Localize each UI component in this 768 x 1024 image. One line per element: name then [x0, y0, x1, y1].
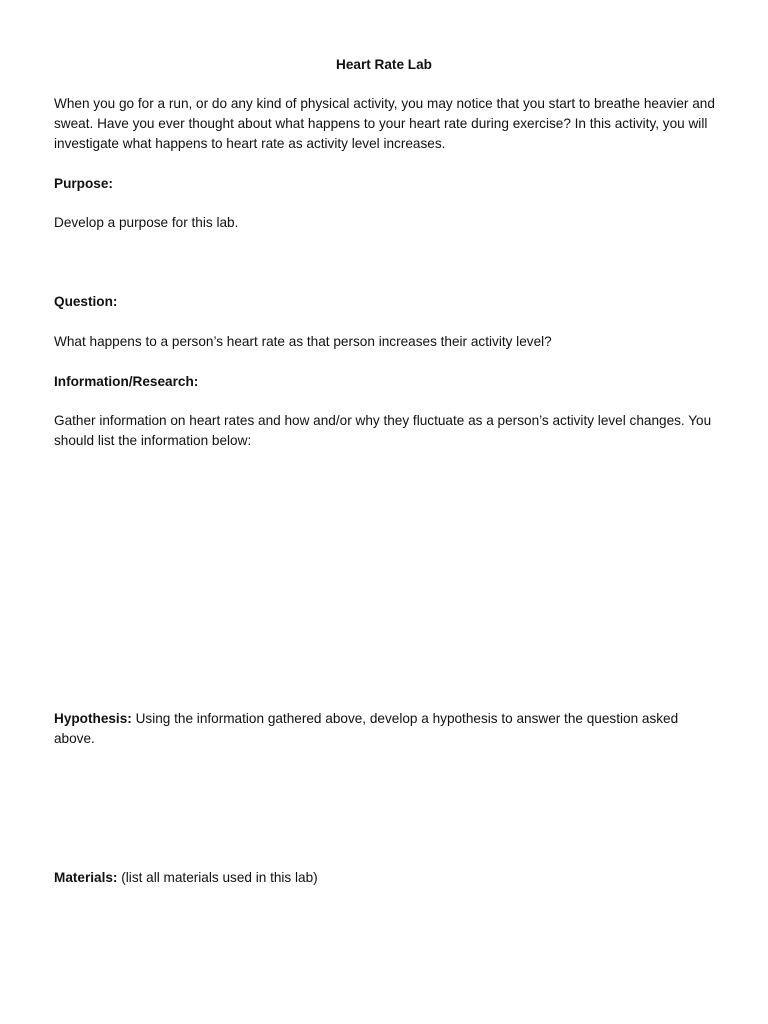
purpose-heading: Purpose: — [54, 176, 113, 191]
hypothesis-section — [54, 709, 722, 749]
hypothesis-text: Using the information gathered above, develop a hypothesis to answer the question asked above. — [54, 711, 679, 746]
information-heading: Information/Research: — [54, 374, 199, 389]
page-title: Heart Rate Lab — [336, 57, 432, 72]
hypothesis-label: Hypothesis: — [54, 711, 132, 726]
intro-paragraph: When you go for a run, or do any kind of physical activity, you may notice that you start to breathe heavier and sweat. Have you ever thought about what happens to your heart rate during exercise? In this activity, you will investigate what happens to heart rate as activity level increases. — [54, 96, 715, 151]
information-text: Gather information on heart rates and how and/or why they fluctuate as a person’s activity level changes. You should list the information below: — [54, 413, 712, 448]
purpose-text: Develop a purpose for this lab. — [54, 215, 239, 230]
materials-text: (list all materials used in this lab) — [117, 870, 318, 885]
question-heading: Question: — [54, 294, 118, 309]
question-text: What happens to a person’s heart rate as that person increases their activity level? — [54, 334, 552, 349]
materials-label: Materials: — [54, 870, 118, 885]
materials-section — [54, 868, 722, 888]
